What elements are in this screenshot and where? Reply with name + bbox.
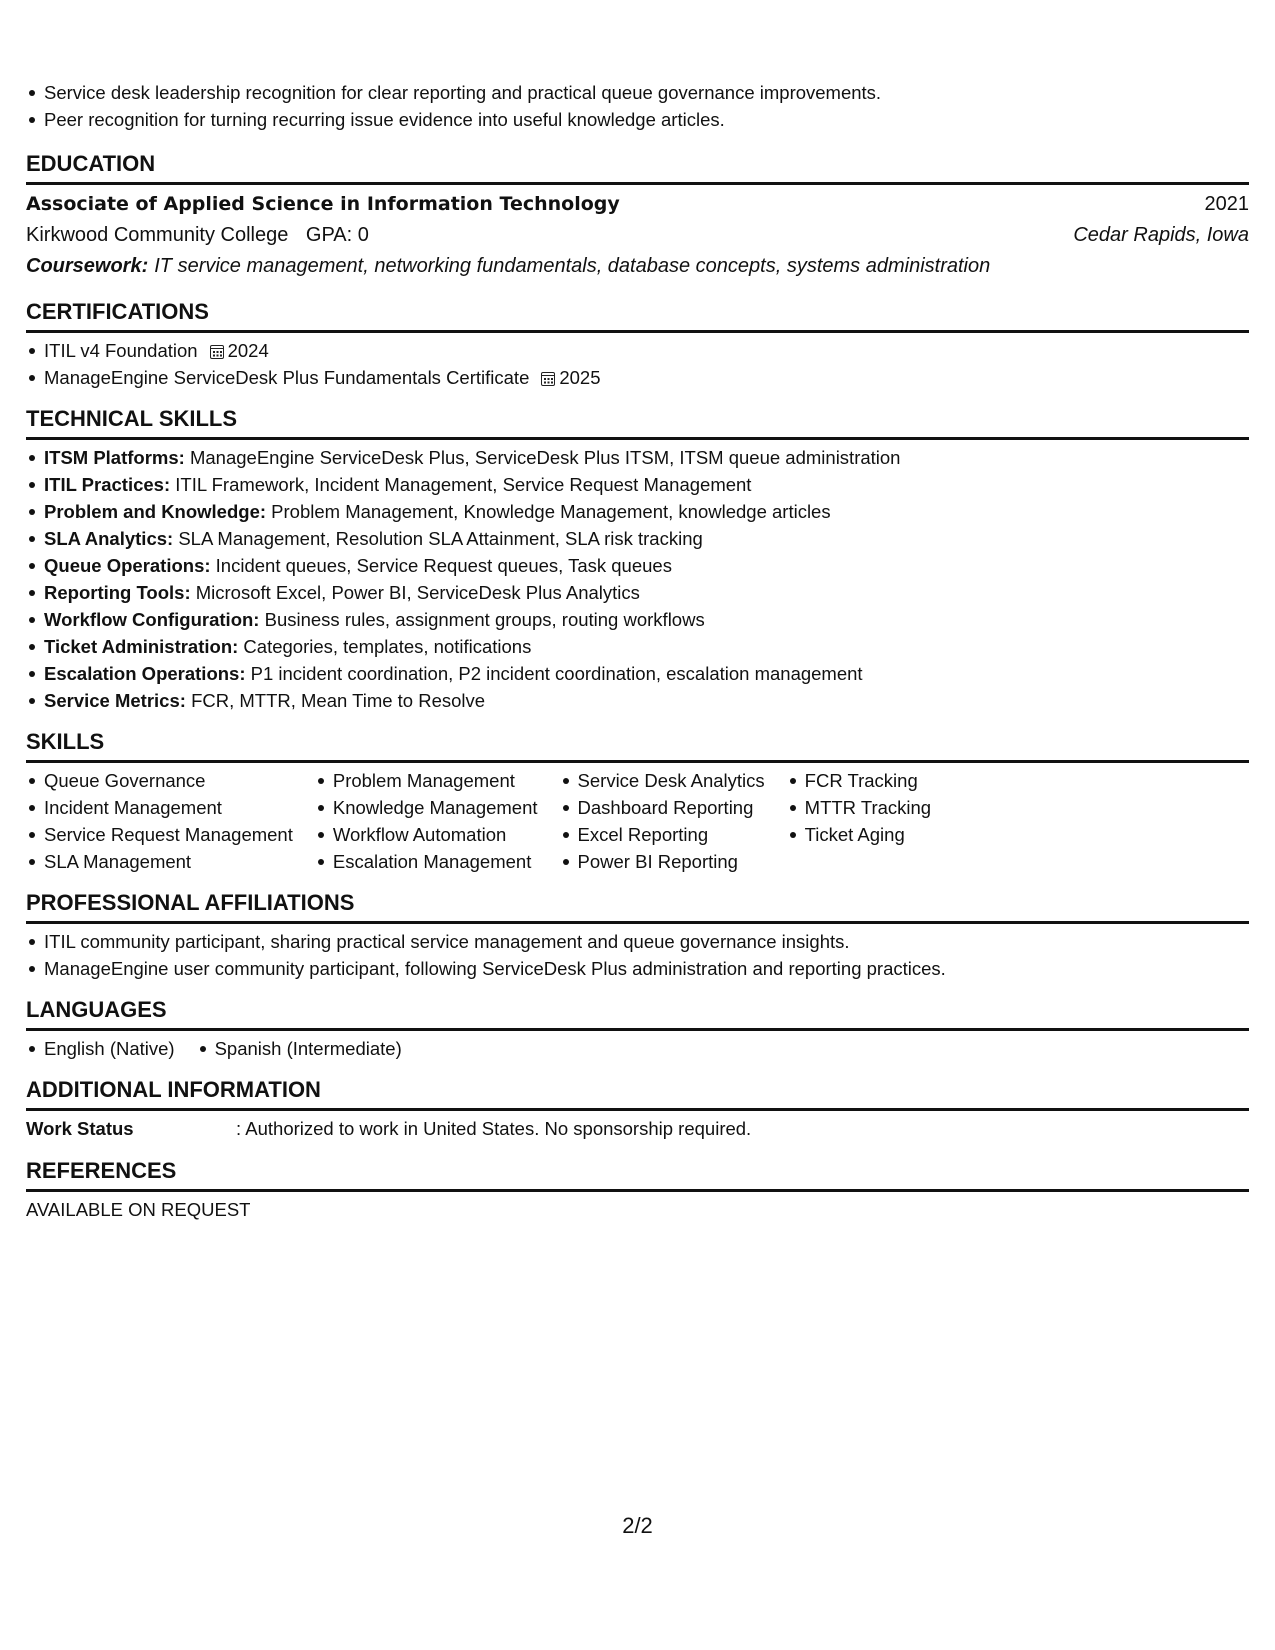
list-item: Ticket Aging [787,821,931,848]
degree-year: 2021 [1204,193,1249,215]
list-item: Escalation Management [315,848,538,875]
list-item: ITSM Platforms: ManageEngine ServiceDesk Plus, ServiceDesk Plus ITSM, ITSM queue administration [26,444,1249,471]
school-location: Cedar Rapids, Iowa [1073,224,1249,246]
list-item [26,364,1249,391]
languages-section [26,996,1249,1062]
list-item: Peer recognition for turning recurring issue evidence into useful knowledge articles. [26,106,1249,133]
list-item: Service Desk Analytics [560,767,765,794]
list-item: Escalation Operations: P1 incident coordination, P2 incident coordination, escalation management [26,660,1249,687]
list-item: ITIL community participant, sharing practical service management and queue governance insights. [26,928,1249,955]
list-item: Queue Governance [26,767,293,794]
degree-title: Associate of Applied Science in Information Technology [26,193,620,215]
list-item: ITIL Practices: ITIL Framework, Incident Management, Service Request Management [26,471,1249,498]
list-item: Workflow Automation [315,821,538,848]
skills-section [26,728,1249,875]
skills-grid [26,767,1249,875]
technical-skills-section [26,405,1249,714]
section-heading: SKILLS [26,728,1249,763]
list-item [26,337,1249,364]
section-heading: ADDITIONAL INFORMATION [26,1076,1249,1111]
coursework-text: IT service management, networking fundamentals, database concepts, systems administration [154,255,991,277]
skills-column [787,767,931,875]
section-heading: REFERENCES [26,1157,1249,1192]
section-heading: CERTIFICATIONS [26,298,1249,333]
section-heading: PROFESSIONAL AFFILIATIONS [26,889,1249,924]
certifications-section [26,298,1249,391]
list-item: Reporting Tools: Microsoft Excel, Power BI, ServiceDesk Plus Analytics [26,579,1249,606]
section-heading: EDUCATION [26,150,1249,185]
awards-list [26,79,1249,133]
skills-column [26,767,293,875]
list-item: Service Request Management [26,821,293,848]
certifications-list [26,337,1249,391]
list-item: Knowledge Management [315,794,538,821]
work-status-row [26,1115,1249,1143]
list-item: Service desk leadership recognition for clear reporting and practical queue governance improvements. [26,79,1249,106]
calendar-icon [541,372,555,386]
skills-column [315,767,538,875]
list-item: FCR Tracking [787,767,931,794]
list-item: Excel Reporting [560,821,765,848]
section-heading: LANGUAGES [26,996,1249,1031]
cert-name: ManageEngine ServiceDesk Plus Fundamentals Certificate [44,367,530,388]
school-name: Kirkwood Community College [26,224,289,246]
additional-info-section [26,1076,1249,1143]
page-number: 2/2 [622,1513,653,1538]
references-section [26,1157,1249,1224]
resume-page [26,0,1249,1224]
languages-list [26,1035,1249,1062]
cert-name: ITIL v4 Foundation [44,340,198,361]
education-section [26,150,1249,282]
list-item: Dashboard Reporting [560,794,765,821]
cert-year: 2025 [559,367,601,388]
affiliations-list [26,928,1249,982]
list-item: SLA Management [26,848,293,875]
list-item: Problem and Knowledge: Problem Management, Knowledge Management, knowledge articles [26,498,1249,525]
list-item: Spanish (Intermediate) [197,1035,402,1062]
list-item: Queue Operations: Incident queues, Service Request queues, Task queues [26,552,1249,579]
list-item: English (Native) [26,1035,175,1062]
list-item: SLA Analytics: SLA Management, Resolution SLA Attainment, SLA risk tracking [26,525,1249,552]
list-item: Ticket Administration: Categories, templates, notifications [26,633,1249,660]
list-item: Power BI Reporting [560,848,765,875]
technical-skills-list [26,444,1249,714]
references-text: AVAILABLE ON REQUEST [26,1199,251,1220]
list-item: Service Metrics: FCR, MTTR, Mean Time to Resolve [26,687,1249,714]
skills-column [560,767,765,875]
list-item: Workflow Configuration: Business rules, assignment groups, routing workflows [26,606,1249,633]
cert-year: 2024 [227,340,269,361]
section-heading: TECHNICAL SKILLS [26,405,1249,440]
work-status-value: : Authorized to work in United States. No sponsorship required. [236,1118,752,1139]
list-item: Incident Management [26,794,293,821]
work-status-label: Work Status [26,1118,134,1139]
list-item: MTTR Tracking [787,794,931,821]
gpa: GPA: 0 [305,224,369,246]
calendar-icon [210,345,224,359]
list-item: ManageEngine user community participant, following ServiceDesk Plus administration and reporting practices. [26,955,1249,982]
affiliations-section [26,889,1249,982]
list-item: Problem Management [315,767,538,794]
coursework-label: Coursework: [26,255,149,277]
